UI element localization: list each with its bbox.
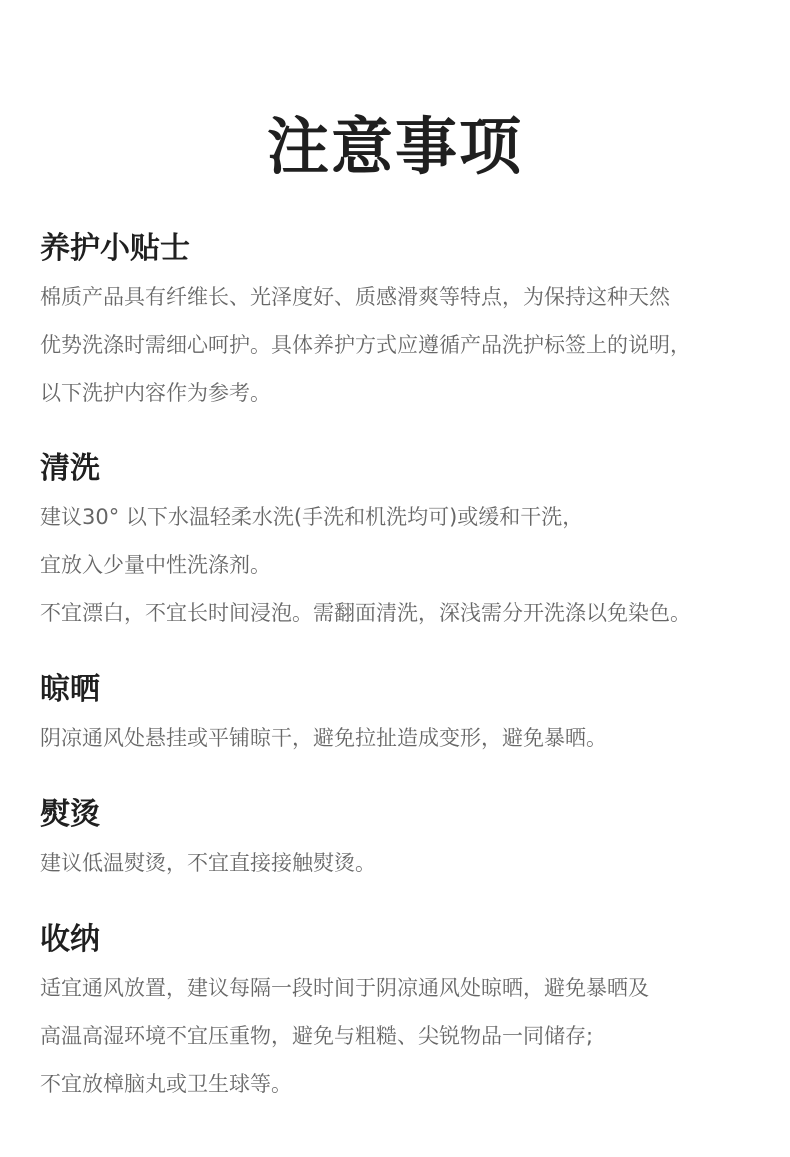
section-heading-storage: 收纳: [40, 922, 100, 957]
care-tips-line-3: 以下洗护内容作为参考。: [40, 381, 271, 405]
section-storage: [40, 920, 785, 1108]
section-care-tips: [40, 229, 785, 417]
section-heading-washing: 清洗: [40, 451, 100, 486]
storage-line-1: 适宜通风放置，建议每隔一段时间于阴凉通风处晾晒，避免暴晒及: [40, 976, 649, 1000]
section-heading-drying: 晾晒: [40, 672, 100, 707]
section-heading-ironing: 熨烫: [40, 797, 100, 832]
section-ironing: [40, 795, 785, 887]
storage-line-3: 不宜放樟脑丸或卫生球等。: [40, 1072, 292, 1096]
care-tips-line-2: 优势洗涤时需细心呵护。具体养护方式应遵循产品洗护标签上的说明，: [40, 333, 691, 357]
section-heading-care-tips: 养护小贴士: [40, 231, 190, 266]
section-drying: [40, 670, 785, 762]
ironing-line-1: 建议低温熨烫，不宜直接接触熨烫。: [40, 851, 376, 875]
care-tips-line-1: 棉质产品具有纤维长、光泽度好、质感滑爽等特点，为保持这种天然: [40, 285, 670, 309]
washing-line-2: 宜放入少量中性洗涤剂。: [40, 553, 271, 577]
washing-line-1: 建议30° 以下水温轻柔水洗(手洗和机洗均可)或缓和干洗，: [40, 505, 584, 529]
washing-line-3: 不宜漂白，不宜长时间浸泡。需翻面清洗，深浅需分开洗涤以免染色。: [40, 601, 691, 625]
storage-line-2: 高温高湿环境不宜压重物，避免与粗糙、尖锐物品一同储存;: [40, 1024, 594, 1048]
section-washing: [40, 449, 785, 637]
drying-line-1: 阴凉通风处悬挂或平铺晾干，避免拉扯造成变形，避免暴晒。: [40, 726, 607, 750]
page-title: 注意事项: [266, 110, 523, 183]
